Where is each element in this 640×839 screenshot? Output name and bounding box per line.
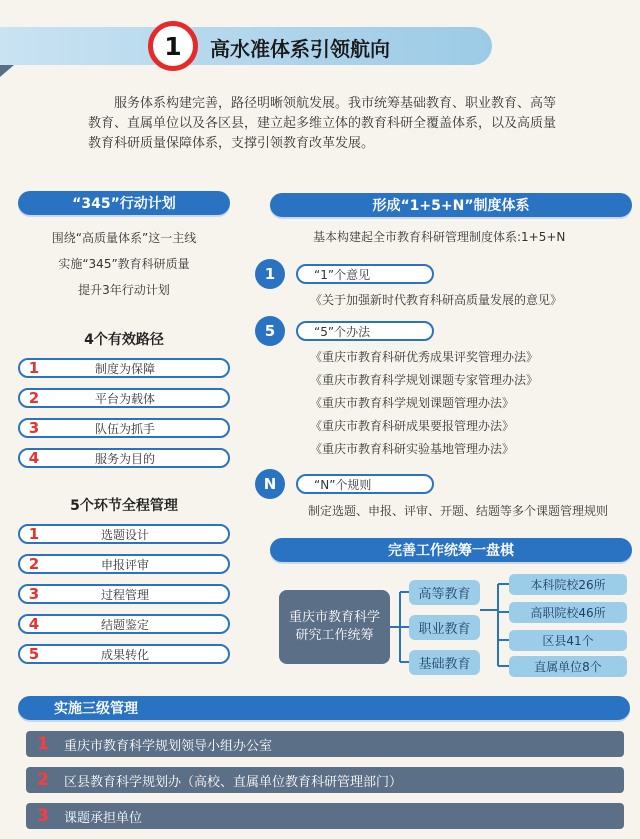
coord-direct-units: 直属单位8个 [509, 656, 627, 677]
level-row [26, 731, 624, 757]
coord-districts: 区县41个 [509, 630, 627, 651]
links-title: 5个环节全程管理 [70, 498, 178, 514]
level-row [26, 767, 624, 793]
path-number: 3 [28, 419, 40, 437]
path-label: 平台为载体 [94, 391, 155, 406]
path-number: 2 [28, 389, 40, 407]
link-number: 5 [28, 645, 40, 663]
badge-five: 5 [255, 316, 285, 346]
coord-higher-ed: 高等教育 [409, 580, 480, 605]
link-number: 3 [28, 585, 40, 603]
link-number: 4 [28, 615, 40, 633]
level-number: 3 [37, 806, 49, 826]
coord-basic-ed: 基础教育 [409, 650, 480, 675]
plan-line: 实施“345”教育科研质量 [58, 257, 190, 271]
link-label: 成果转化 [100, 647, 149, 662]
level-label: 重庆市教育科学规划领导小组办公室 [64, 738, 273, 754]
path-label: 制度为保障 [94, 361, 155, 376]
system-title-pill: 形成“1+5+N”制度体系 [270, 193, 632, 217]
path-number: 1 [28, 359, 40, 377]
measure-item: 《重庆市教育科学规划课题管理办法》 [310, 396, 515, 410]
link-label: 申报评审 [100, 557, 149, 572]
coord-main-box: 重庆市教育科学研究工作统筹 [279, 590, 390, 664]
path-number: 4 [28, 449, 40, 467]
coord-vocational-colleges: 高职院校46所 [509, 602, 627, 623]
measure-item: 《重庆市教育科研成果要报管理办法》 [310, 419, 515, 433]
link-label: 选题设计 [100, 527, 149, 542]
level-number: 1 [37, 734, 49, 754]
measure-item: 《重庆市教育科研优秀成果评奖管理办法》 [310, 350, 539, 364]
link-label: 结题鉴定 [100, 617, 149, 632]
plan-line: 提升3年行动计划 [78, 283, 170, 297]
badge-n: N [255, 469, 285, 499]
plan-line: 围绕“高质量体系”这一主线 [51, 231, 197, 245]
rules-pill: “N”个规则 [296, 474, 434, 494]
rules-item: 制定选题、申报、评审、开题、结题等多个课题管理规则 [308, 504, 609, 518]
measures-pill: “5”个办法 [296, 321, 434, 341]
coord-undergrad: 本科院校26所 [509, 574, 627, 595]
link-label: 过程管理 [100, 587, 149, 602]
level-label: 课题承担单位 [64, 810, 143, 826]
path-label: 服务为目的 [94, 451, 155, 466]
measure-item: 《重庆市教育科学规划课题专家管理办法》 [310, 373, 539, 387]
page-title: 高水准体系引领航向 [210, 37, 390, 61]
plan-title-pill: “345”行动计划 [18, 191, 230, 215]
paths-title: 4个有效路径 [84, 332, 164, 348]
bottom-title-pill: 实施三级管理 [18, 696, 630, 720]
path-label: 队伍为抓手 [94, 421, 155, 436]
link-number: 1 [28, 525, 40, 543]
link-number: 2 [28, 555, 40, 573]
section-number-badge: 1 [148, 21, 198, 71]
opinion-pill: “1”个意见 [296, 264, 434, 284]
system-subtitle: 基本构建起全市教育科研管理制度体系:1+5+N [313, 230, 566, 244]
opinion-item: 《关于加强新时代教育科研高质量发展的意见》 [310, 293, 563, 307]
level-row [26, 803, 624, 829]
badge-one: 1 [255, 259, 285, 289]
coord-title-pill: 完善工作统筹一盘棋 [270, 538, 632, 562]
measure-item: 《重庆市教育科研实验基地管理办法》 [310, 442, 515, 456]
level-number: 2 [37, 770, 49, 790]
coord-vocational-ed: 职业教育 [409, 615, 480, 640]
intro-paragraph: 服务体系构建完善，路径明晰领航发展。我市统筹基础教育、职业教育、高等教育、直属单位以及各区县，建立起多维立体的教育科研全覆盖体系，以及高质量教育科研质量保障体系，支撑引领教育改革发展。 [88, 96, 557, 151]
level-label: 区县教育科学规划办（高校、直属单位教育科研管理部门） [64, 774, 403, 790]
